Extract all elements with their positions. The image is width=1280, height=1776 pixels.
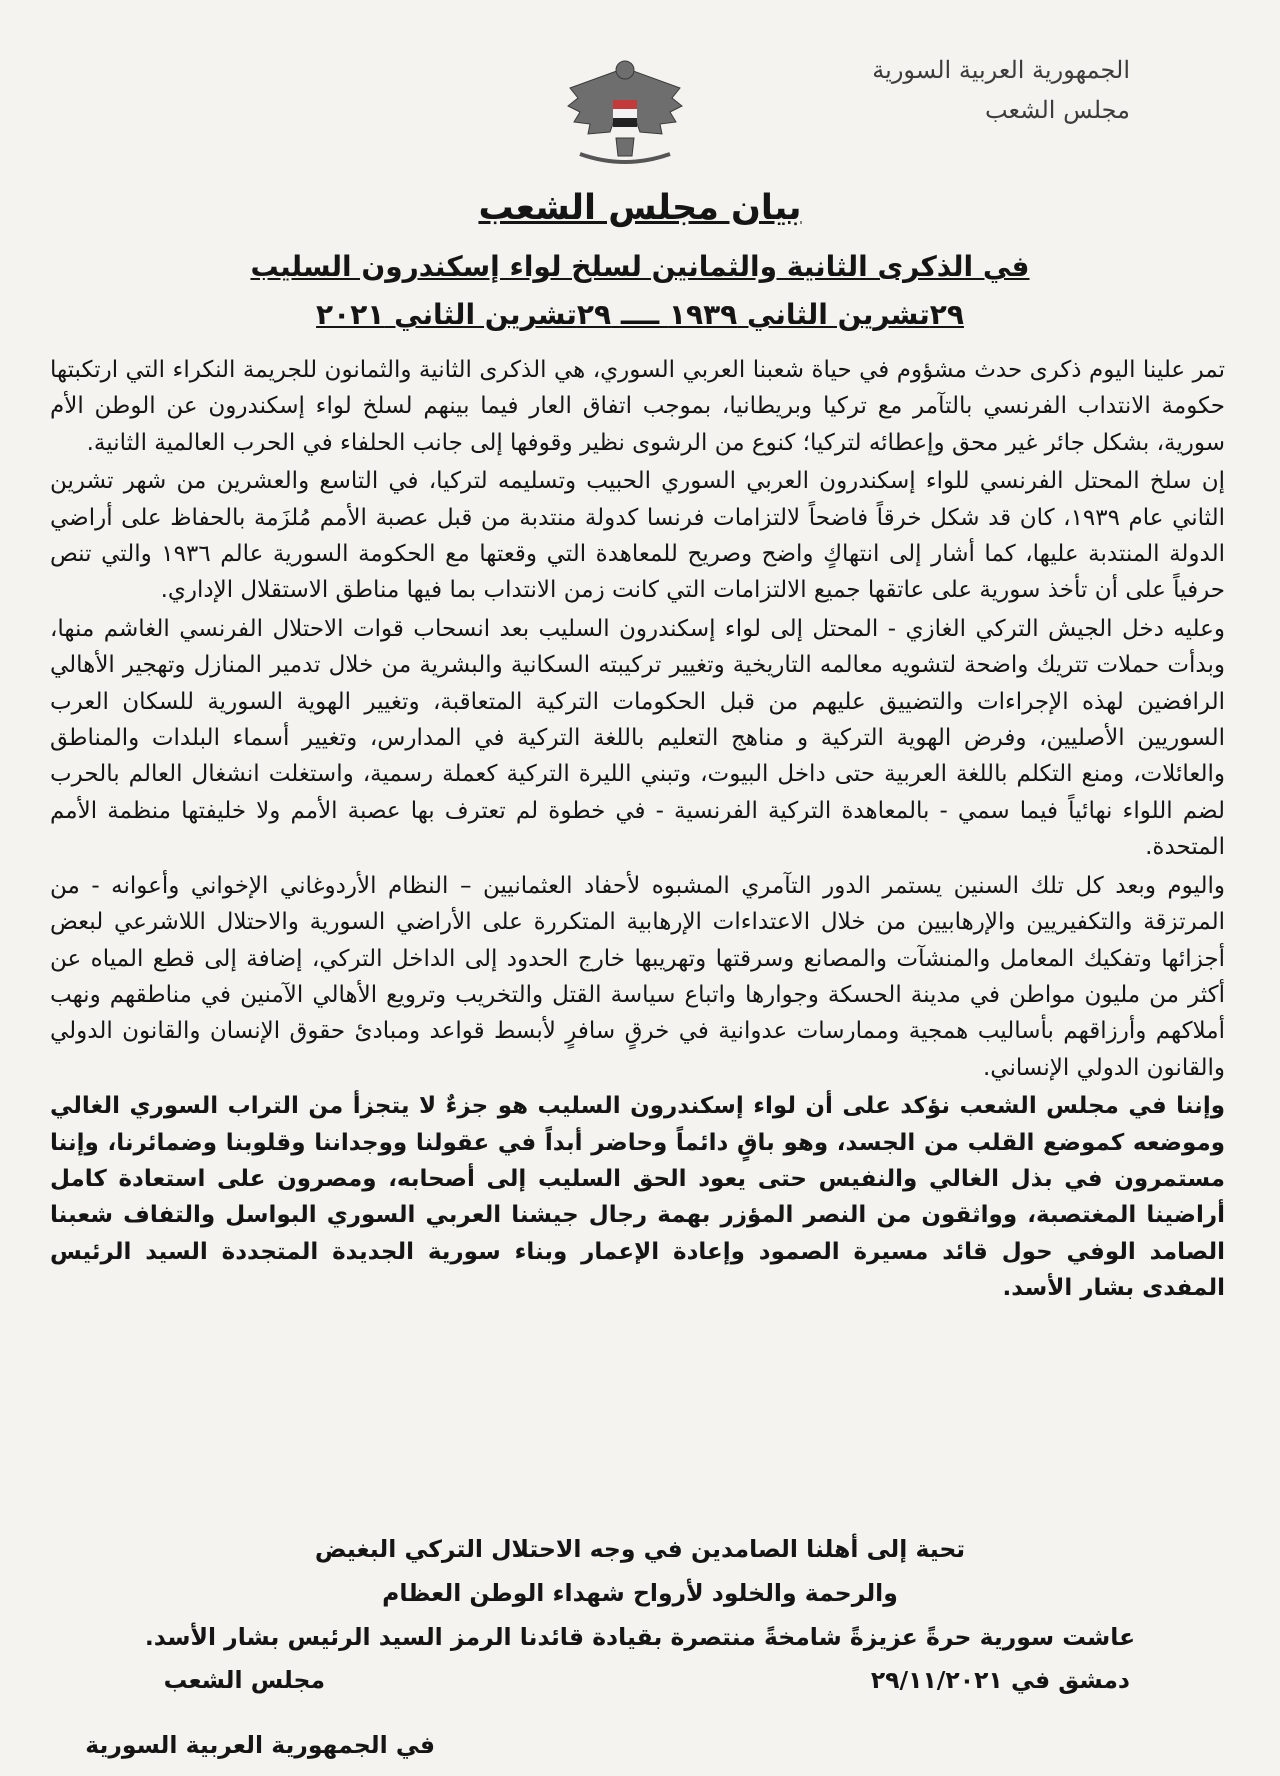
signature-republic: في الجمهورية العربية السورية	[85, 1731, 435, 1759]
letterhead-council: مجلس الشعب	[984, 96, 1130, 124]
eagle-emblem-icon	[560, 50, 690, 170]
paragraph: وعليه دخل الجيش التركي الغازي - المحتل إلى لواء إسكندرون السليب بعد انسحاب قوات الاحتلال الفرنسي الغاشم منها، وبدأت حملات تتريك واضحة لتشويه معالمه التاريخية وتغيير تركيبته السكانية والبشرية من خلال تدمير المنازل وتهجير الأهالي الرافضين لهذه الإجراءات والتضييق عليهم من قبل الحكومات التركية المتعاقبة، وتغيير الهوية السورية للسكان العرب السوريين الأصليين، وفرض الهوية التركية و مناهج التعليم باللغة التركية في المدارس، وتغيير أسماء البلدات والمناطق والعائلات، ومنع التكلم باللغة العربية حتى داخل البيوت، وتبني الليرة التركية كعملة رسمية، واستغلت انشغال العالم بالحرب لضم اللواء نهائياً فيما سمي - بالمعاهدة التركية الفرنسية - في خطوة لم تعترف بها عصبة الأمم ولا خليفتها منظمة الأمم المتحدة.	[50, 615, 1225, 861]
paragraph: واليوم وبعد كل تلك السنين يستمر الدور التآمري المشبوه لأحفاد العثمانيين – النظام الأردوغاني الإخواني وأعوانه - من المرتزقة والتكفيريين والإرهابيين من خلال الاعتداءات الإرهابية المتكررة على الأراضي السورية والاحتلال اللاشرعي لبعض أجزائها وتفكيك المعامل والمنشآت والمصانع وسرقتها وتهريبها خارج الحدود إلى الداخل التركي، إضافة إلى قطع المياه عن أكثر من مليون مواطن في مدينة الحسكة وجوارها واتباع سياسة القتل والتخريب وترويع الأهالي الآمنين في مناطقهم ونهب أملاكهم وأرزاقهم بأساليب همجية وممارسات عدوانية في خرقٍ سافرٍ لأبسط قواعد ومبادئ حقوق الإنسان والقانون الدولي والقانون الدولي الإنساني.	[50, 872, 1225, 1081]
closing-line: تحية إلى أهلنا الصامدين في وجه الاحتلال التركي البغيض	[314, 1535, 966, 1563]
paragraph: إن سلخ المحتل الفرنسي للواء إسكندرون العربي السوري الحبيب وتسليمه لتركيا، في التاسع والعشرين من شهر تشرين الثاني عام ١٩٣٩، كان قد شكل خرقاً فاضحاً لالتزامات فرنسا كدولة منتدبة من قبل عصبة الأمم مُلزَمة بالحفاظ على أراضي الدولة المنتدبة عليها، كما أشار إلى انتهاكٍ واضح وصريح للمعاهدة التي وقعتها مع الحكومة السورية عالم ١٩٣٦ والتي تنص حرفياً على أن تأخذ سورية على عاتقها جميع الالتزامات التي كانت زمن الانتداب بما فيها مناطق الاستقلال الإداري.	[50, 468, 1225, 604]
closing-salutations	[0, 1527, 1280, 1659]
place-date: دمشق في ٢٩/١١/٢٠٢١	[870, 1666, 1130, 1694]
statement-title: بيان مجلس الشعب	[478, 188, 802, 228]
signature-council: مجلس الشعب	[163, 1666, 325, 1694]
closing-line: عاشت سورية حرةً عزيزةً شامخةً منتصرة بقيادة قائدنا الرمز السيد الرئيس بشار الأسد.	[144, 1623, 1136, 1651]
letterhead-republic: الجمهورية العربية السورية	[872, 56, 1130, 84]
statement-body	[50, 352, 1225, 1309]
statement-dateline: ٢٩تشرين الثاني ١٩٣٩ ــــ ٢٩تشرين الثاني ٢٠٢١	[316, 298, 964, 331]
letterhead	[872, 50, 1130, 130]
statement-subtitle: في الذكرى الثانية والثمانين لسلخ لواء إسكندرون السليب	[250, 250, 1030, 283]
closing-line: والرحمة والخلود لأرواح شهداء الوطن العظام	[382, 1579, 898, 1607]
paragraph: تمر علينا اليوم ذكرى حدث مشؤوم في حياة شعبنا العربي السوري، هي الذكرى الثانية والثمانون للجريمة النكراء التي ارتكبتها حكومة الانتداب الفرنسي بالتآمر مع تركيا وبريطانيا، بموجب اتفاق العار فيما بينهم لسلخ لواء إسكندرون عن الوطن الأم سورية، بشكل جائر غير محق وإعطائه لتركيا؛ كنوع من الرشوى نظير وقوفها إلى جانب الحلفاء في الحرب العالمية الثانية.	[50, 357, 1225, 456]
paragraph: وإننا في مجلس الشعب نؤكد على أن لواء إسكندرون السليب هو جزءٌ لا يتجزأ من التراب السوري الغالي وموضعه كموضع القلب من الجسد، وهو باقٍ دائماً وحاضر أبداً في عقولنا ووجداننا وقلوبنا وضمائرنا، وإننا مستمرون في بذل الغالي والنفيس حتى يعود الحق السليب إلى أصحابه، ومصرون على استعادة كامل أراضينا المغتصبة، وواثقون من النصر المؤزر بهمة رجال جيشنا العربي السوري البواسل والتفاف شعبنا الصامد الوفي حول قائد مسيرة الصمود وإعادة الإعمار وبناء سورية الجديدة المتجددة السيد الرئيس المفدى بشار الأسد.	[50, 1093, 1225, 1302]
